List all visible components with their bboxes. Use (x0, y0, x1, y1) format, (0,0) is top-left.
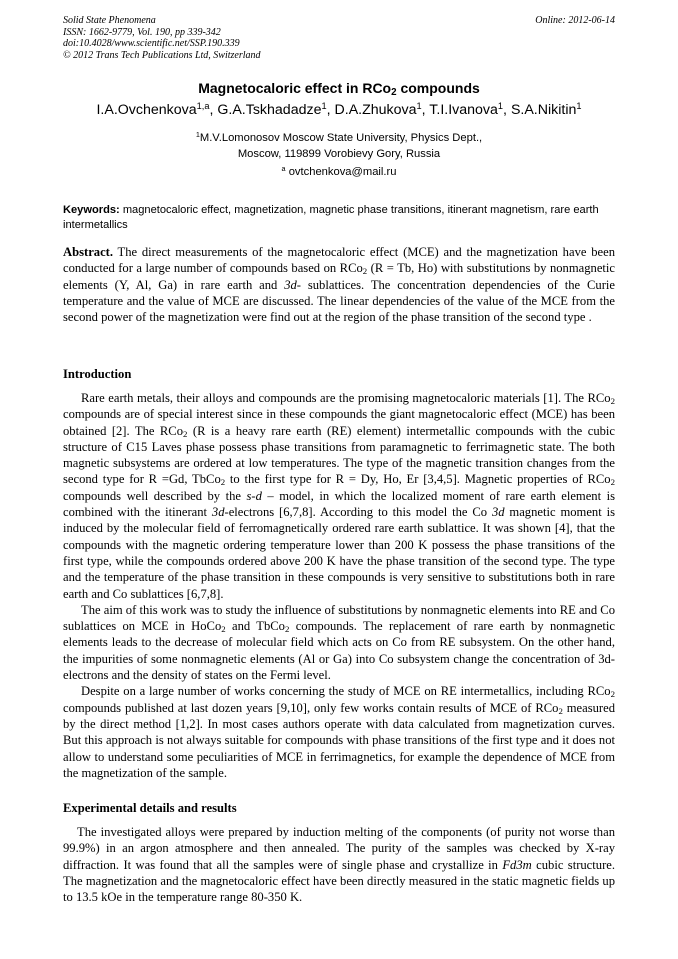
paragraph: The aim of this work was to study the influence of substitutions by nonmagnetic elements into RE and Co sublattices on MCE in HoCo$_2$ and TbCo$_2$ compounds. The replacement of rare earth by nonmagnetic elements leads to the decrease of molecular field which acts on Co from RE subsystem. On the other hand, the impurities of some nonmagnetic elements (Al or Ga) into Co subsystem change the concentration of 3d-electrons and the density of states on the Fermi level. (63, 602, 615, 683)
journal-copyright: © 2012 Trans Tech Publications Ltd, Switzerland (63, 49, 261, 61)
paragraph: Rare earth metals, their alloys and compounds are the promising magnetocaloric materials [1]. The RCo$_2$ compounds are of special interest since in these compounds the giant magnetocaloric effect (MCE) has been obtained [2]. The RCo$_2$ (R is a heavy rare earth (RE) element) intermetallic compounds with the cubic structure of C15 Laves phase possess phase transitions from paramagnetic to ferrimagnetic state. The both magnetic subsystems are ordered at low temperatures. The type of the magnetic transition changes from the second type for R =Gd, TbCo$_2$ to the first type for R = Dy, Ho, Er [3,4,5]. Magnetic properties of RCo$_2$ compounds well described by the s-d – model, in which the localized moment of rare earth element is combined with the itinerant 3d-electrons [6,7,8]. According to this model the Co 3d magnetic moment is induced by the molecular field of ferromagnetically ordered rare earth sublattice. It was shown [4], that the compounds with the magnetic ordering temperature lower than 200 K possess the phase transitions of the first type, while the compounds ordered above 200 K have the phase transition of the second type. The type and the temperature of the phase transition in these compounds is very sensitive to substitutions both in rare earth and Co sublattices [6,7,8]. (63, 391, 616, 601)
affiliation: $^1$M.V.Lomonosov Moscow State University, Physics Dept., Moscow, 119899 Vorobievy Gory, Russia (195, 130, 483, 160)
section-heading-introduction: Introduction (63, 367, 132, 381)
keywords-label: Keywords: (63, 204, 120, 216)
author-name: D.A.Zhukova (334, 102, 417, 118)
author-name: G.A.Tskhadadze (217, 102, 322, 118)
journal-issn: ISSN: 1662-9779, Vol. 190, pp 339-342 (63, 26, 221, 38)
paragraph: The investigated alloys were prepared by induction melting of the components (of purity not worse than 99.9%) in an argon atmosphere and then annealed. The purity of the samples was checked by X-ray diffraction. It was found that all the samples were of single phase and crystallize in Fd3m cubic structure. The magnetization and the magnetocaloric effect have been directly measured in the static magnetic fields up to 13.5 kOe in the temperature range 80-350 K. (63, 825, 615, 905)
author-name: I.A.Ovchenkova (96, 102, 197, 118)
author-name: T.I.Ivanova (429, 102, 498, 118)
author-email: $^a$ ovtchenkova@mail.ru (281, 164, 397, 178)
abstract-label: Abstract. (63, 245, 114, 259)
journal-name: Solid State Phenomena (63, 15, 156, 26)
author-name: S.A.Nikitin (510, 102, 577, 118)
journal-header (63, 15, 615, 61)
introduction-body (63, 390, 615, 781)
section-heading-experimental: Experimental details and results (63, 801, 237, 815)
paragraph: Despite on a large number of works concerning the study of MCE on RE intermetallics, including RCo$_2$ compounds published at last dozen years [9,10], only few works contain results of MCE of RCo$_2$ measured by the direct method [1,2]. In most cases authors operate with data calculated from magnetization curves. But this approach is not always suitable for compounds with phase transitions of the first type and it does not allow to understand some peculiarities of MCE in ferrimagnetics, for example the dependence of MCE from the magnetization of the sample. (63, 684, 615, 780)
journal-doi: doi:10.4028/www.scientific.net/SSP.190.339 (63, 38, 240, 49)
paper-title: Magnetocaloric effect in RCo$_2$ compounds (198, 80, 480, 98)
keywords: Keywords: magnetocaloric effect, magnetization, magnetic phase transitions, itinerant magnetism, rare earth intermetallics (63, 204, 599, 231)
author-list: I.A.Ovchenkova$^{1,a}$, G.A.Tskhadadze$^1$, D.A.Zhukova$^1$, T.I.Ivanova$^1$, S.A.Nikitin$^1$ (96, 100, 582, 118)
abstract: Abstract. The direct measurements of the magnetocaloric effect (MCE) and the magnetization have been conducted for a large number of compounds based on RCo$_2$ (R = Tb, Ho) with substitutions by nonmagnetic elements (Y, Al, Ga) in rare earth and 3d- sublattices. The concentration dependencies of the Curie temperature and the value of MCE are discussed. The linear dependencies of the value of the MCE from the second power of the magnetization were find out at the region of the phase transition of the second type . (63, 245, 616, 325)
experimental-body (63, 824, 615, 905)
online-date: Online: 2012-06-14 (535, 15, 615, 26)
